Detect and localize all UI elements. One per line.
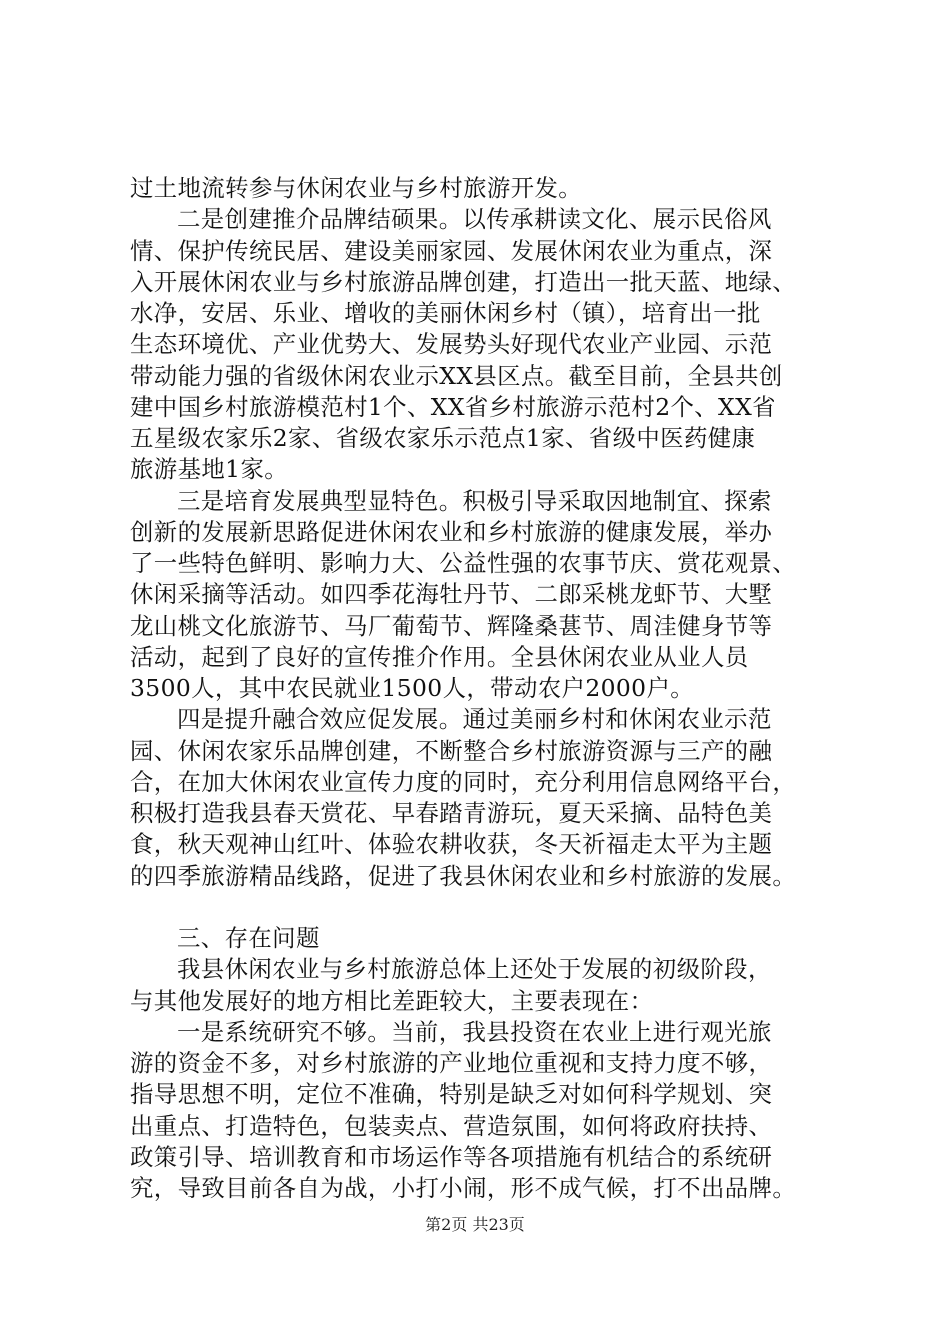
text-line: 休闲采摘等活动。如四季花海牡丹节、二郎采桃龙虾节、大墅 [130, 580, 773, 609]
paragraph-start: 二是创建推介品牌结硕果。以传承耕读文化、展示民俗风 [177, 205, 772, 234]
text-line: 建中国乡村旅游模范村1个、XX省乡村旅游示范村2个、XX省 [130, 392, 776, 421]
text-line: 五星级农家乐2家、省级农家乐示范点1家、省级中医药健康 [130, 424, 756, 452]
text-line: 指导思想不明，定位不准确，特别是缺乏对如何科学规划、突 [130, 1080, 773, 1109]
text-line: 活动，起到了良好的宣传推介作用。全县休闲农业从业人员 [130, 642, 749, 671]
text-line: 3500人，其中农民就业1500人，带动农户2000户。 [130, 674, 695, 702]
text-line: 积极打造我县春天赏花、早春踏青游玩，夏天采摘、品特色美 [130, 799, 773, 827]
text-line: 合，在加大休闲农业宣传力度的同时，充分利用信息网络平台， [130, 767, 797, 796]
text-line: 旅游基地1家。 [130, 455, 289, 484]
text-line: 究，导致目前各自为战，小打小闹，形不成气候，打不出品牌。 [130, 1174, 797, 1202]
text-line: 生态环境优、产业优势大、发展势头好现代农业产业园、示范 [130, 330, 773, 359]
text-line: 出重点、打造特色，包装卖点、营造氛围，如何将政府扶持、 [130, 1111, 773, 1140]
text-line: 与其他发展好的地方相比差距较大，主要表现在： [130, 986, 654, 1015]
page-footer: 第2页 共23页 [425, 1215, 525, 1234]
text-line: 创新的发展新思路促进休闲农业和乡村旅游的健康发展，举办 [130, 517, 773, 546]
text-line: 的四季旅游精品线路，促进了我县休闲农业和乡村旅游的发展。 [130, 861, 797, 890]
text-line: 过土地流转参与休闲农业与乡村旅游开发。 [130, 174, 583, 202]
text-line: 园、休闲农家乐品牌创建，不断整合乡村旅游资源与三产的融 [130, 736, 773, 765]
text-line: 龙山桃文化旅游节、马厂葡萄节、辉隆桑葚节、周洼健身节等 [130, 611, 773, 640]
text-line: 游的资金不多，对乡村旅游的产业地位重视和支持力度不够， [130, 1049, 773, 1077]
paragraph-start: 三是培育发展典型显特色。积极引导采取因地制宜、探索 [177, 486, 772, 515]
text-line: 水净，安居、乐业、增收的美丽休闲乡村（镇），培育出一批 [130, 299, 761, 327]
text-line: 情、保护传统民居、建设美丽家园、发展休闲农业为重点，深 [130, 236, 773, 265]
section-heading: 三、存在问题 [177, 924, 320, 952]
text-line: 食，秋天观神山红叶、体验农耕收获，冬天祈福走太平为主题 [130, 830, 773, 859]
paragraph-start: 四是提升融合效应促发展。通过美丽乡村和休闲农业示范 [177, 705, 772, 734]
paragraph-start: 我县休闲农业与乡村旅游总体上还处于发展的初级阶段， [177, 955, 772, 984]
paragraph-start: 一是系统研究不够。当前，我县投资在农业上进行观光旅 [177, 1017, 772, 1046]
text-line: 带动能力强的省级休闲农业示XX县区点。截至目前，全县共创 [130, 361, 783, 390]
text-line: 入开展休闲农业与乡村旅游品牌创建，打造出一批天蓝、地绿、 [130, 267, 797, 296]
text-line: 政策引导、培训教育和市场运作等各项措施有机结合的系统研 [130, 1142, 773, 1171]
text-line: 了一些特色鲜明、影响力大、公益性强的农事节庆、赏花观景、 [130, 549, 797, 577]
